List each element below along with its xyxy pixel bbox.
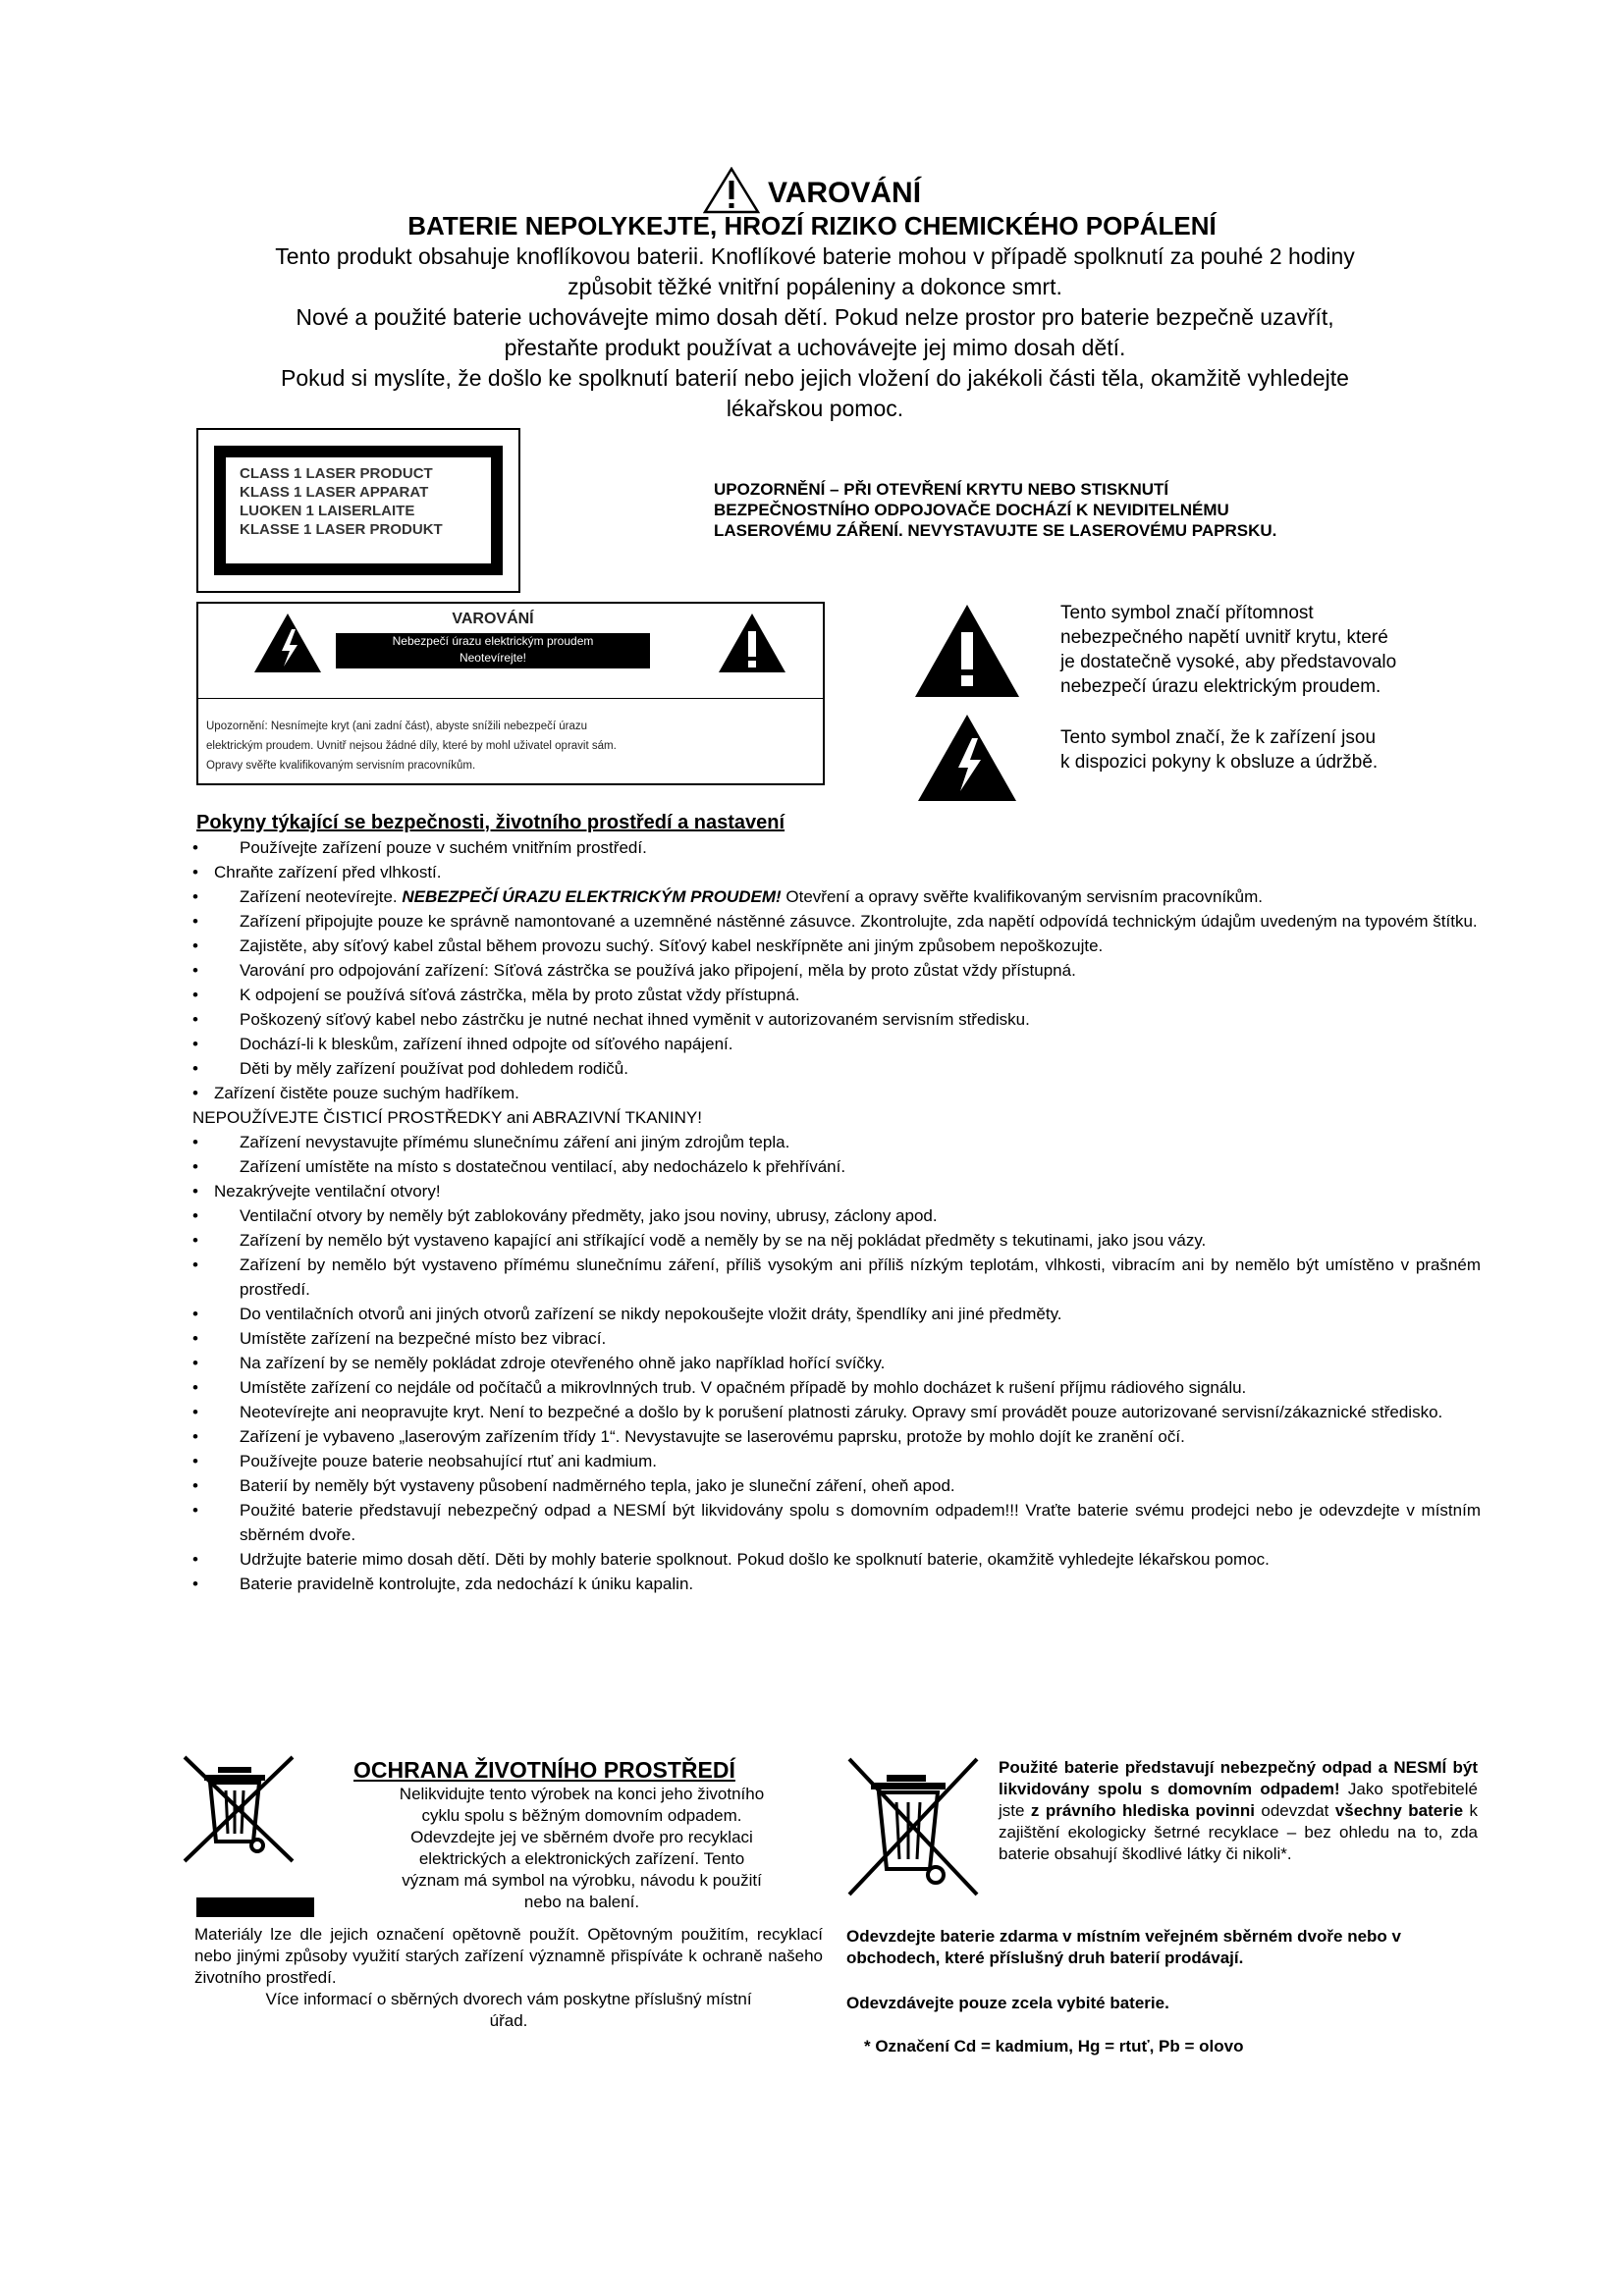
safety-item xyxy=(192,1326,1481,1351)
bullet-icon: • xyxy=(192,1157,198,1176)
battery-discharged-text: Odevzdávejte pouze zcela vybité baterie. xyxy=(846,1994,1169,2012)
safety-item xyxy=(192,1056,1481,1081)
bullet-icon: • xyxy=(192,1476,198,1495)
electric-shock-warning-panel xyxy=(196,602,825,785)
battery-symbols-note: * Označení Cd = kadmium, Hg = rtuť, Pb = olovo xyxy=(864,2037,1244,2056)
crossed-bin-icon xyxy=(839,1753,987,1900)
battery-text-2: odevzdat xyxy=(1254,1801,1335,1820)
safety-item-text: Zařízení by nemělo být vystaveno kapající ani stříkající vodě a neměly by se na něj pokládat předměty s tekutinami, jako jsou vázy. xyxy=(240,1231,1207,1250)
panel-text-line: Opravy svěřte kvalifikovaným servisním pracovníkům. xyxy=(206,760,476,772)
symbol-text-line: k dispozici pokyny k obsluze a údržbě. xyxy=(1060,752,1379,773)
battery-return-text: Odevzdejte baterie zdarma v místním veřejném sběrném dvoře nebo v obchodech, které příslušný druh baterií prodávají. xyxy=(846,1927,1401,1967)
safety-item xyxy=(192,1228,1481,1253)
battery-warning-text xyxy=(187,241,1443,424)
safety-item-text: Používejte zařízení pouze v suchém vnitřním prostředí. xyxy=(240,838,647,857)
safety-item-text: Varování pro odpojování zařízení: Síťová zástrčka se používá jako připojení, měla by proto zůstat vždy přístupná. xyxy=(240,961,1076,980)
safety-item xyxy=(192,1032,1481,1056)
safety-item-text: Udržujte baterie mimo dosah dětí. Děti by mohly baterie spolknout. Pokud došlo ke spolknutí baterie, okamžitě vyhledejte lékařskou pomoc. xyxy=(240,1550,1270,1569)
bullet-icon: • xyxy=(192,1427,198,1446)
env-info-line: úřad. xyxy=(489,2011,528,2030)
safety-item-text: Umístěte zařízení na bezpečné místo bez vibrací. xyxy=(240,1329,607,1348)
safety-item xyxy=(192,1007,1481,1032)
laser-warning-line: UPOZORNĚNÍ – PŘI OTEVŘENÍ KRYTU NEBO STISKNUTÍ xyxy=(714,480,1169,499)
safety-item xyxy=(192,1154,1481,1179)
bullet-icon: • xyxy=(192,1231,198,1250)
safety-item xyxy=(192,934,1481,958)
bullet-icon: • xyxy=(192,1354,198,1372)
warning-title xyxy=(0,167,1624,214)
panel-divider xyxy=(198,698,823,699)
battery-text-1: Jako spotřebitelé jste xyxy=(999,1780,1478,1820)
bullet-icon: • xyxy=(192,1133,198,1151)
bullet-icon: • xyxy=(192,1329,198,1348)
safety-item xyxy=(192,1572,1481,1596)
panel-black-label xyxy=(336,633,650,668)
panel-black-line: Neotevírejte! xyxy=(459,651,527,665)
battery-text-3: k zajištění ekologicky šetrné recyklace – bez ohledu na to, zda baterie obsahují škodlivé látky či nikoli*. xyxy=(999,1801,1478,1863)
bullet-icon: • xyxy=(192,1255,198,1274)
safety-item-text: Poškozený síťový kabel nebo zástrčku je nutné nechat ihned vyměnit v autorizovaném servisním středisku. xyxy=(240,1010,1030,1029)
safety-item xyxy=(192,1351,1481,1375)
safety-item xyxy=(192,1130,1481,1154)
safety-item-text: Zařízení připojujte pouze ke správně namontované a uzemněné nástěnné zásuvce. Zkontrolujte, zda napětí odpovídá technickým údajům uvedeným na typovém štítku. xyxy=(240,912,1478,931)
intro-line: lékařskou pomoc. xyxy=(726,396,904,421)
safety-item-text: Ventilační otvory by neměly být zablokovány předměty, jako jsou noviny, ubrusy, záclony apod. xyxy=(240,1206,938,1225)
laser-warning-line: BEZPEČNOSTNÍHO ODPOJOVAČE DOCHÁZÍ K NEVIDITELNÉMU xyxy=(714,501,1229,519)
crossed-bin-icon xyxy=(177,1753,304,1866)
bullet-icon: • xyxy=(192,961,198,980)
env-line: nebo na balení. xyxy=(523,1893,640,1911)
exclamation-icon xyxy=(913,603,1021,699)
exclamation-symbol-text xyxy=(1060,601,1492,699)
bullet-icon: • xyxy=(192,1182,198,1201)
safety-item xyxy=(192,860,1481,884)
bullet-icon: • xyxy=(192,1378,198,1397)
safety-item-text: Chraňte zařízení před vlhkostí. xyxy=(214,863,442,881)
safety-item-text: Baterie pravidelně kontrolujte, zda nedochází k úniku kapalin. xyxy=(240,1575,694,1593)
bullet-icon: • xyxy=(192,887,198,906)
black-bar xyxy=(196,1897,314,1917)
laser-label-line: KLASS 1 LASER APPARAT xyxy=(240,484,429,501)
safety-item-text: Zařízení neotevírejte. xyxy=(240,887,403,906)
env-info-line: Více informací o sběrných dvorech vám poskytne příslušný místní xyxy=(265,1990,752,2008)
safety-item-text: Neotevírejte ani neopravujte kryt. Není to bezpečné a došlo by k porušení platnosti záruky. Opravy smí provádět pouze autorizované servisní/zákaznické středisko. xyxy=(240,1403,1443,1421)
env-line: elektrických a elektronických zařízení. Tento xyxy=(418,1849,745,1868)
safety-item-text: Do ventilačních otvorů ani jiných otvorů zařízení se nikdy nepokoušejte vložit dráty, špendlíky ani jiné předměty. xyxy=(240,1305,1062,1323)
safety-item xyxy=(192,1105,1481,1130)
environment-info-text xyxy=(194,1989,823,2032)
laser-class-label-inner xyxy=(214,446,503,575)
symbol-text-line: Tento symbol značí, že k zařízení jsou xyxy=(1060,727,1377,748)
safety-item xyxy=(192,1498,1481,1547)
safety-item-text: Na zařízení by se neměly pokládat zdroje otevřeného ohně jako například hořící svíčky. xyxy=(240,1354,886,1372)
bullet-icon: • xyxy=(192,986,198,1004)
safety-item-text: Děti by měly zařízení používat pod dohledem rodičů. xyxy=(240,1059,628,1078)
env-line: význam má symbol na výrobku, návodu k použití xyxy=(402,1871,762,1890)
lightning-bolt-icon xyxy=(252,612,323,674)
symbol-text-line: Tento symbol značí přítomnost xyxy=(1060,603,1314,623)
safety-item-text: Baterií by neměly být vystaveny působení nadměrného tepla, jako je sluneční záření, oheň apod. xyxy=(240,1476,955,1495)
laser-label-line: KLASSE 1 LASER PRODUKT xyxy=(240,521,443,538)
safety-item-text: Použité baterie představují nebezpečný odpad a NESMÍ být likvidovány spolu s domovním odpadem!!! Vraťte baterie svému prodejci nebo je odevzdejte v místním sběrném dvoře. xyxy=(240,1501,1481,1544)
safety-item xyxy=(192,884,1481,909)
bolt-symbol-text xyxy=(1060,725,1492,774)
safety-item xyxy=(192,1424,1481,1449)
bullet-icon: • xyxy=(192,1452,198,1470)
bullet-icon: • xyxy=(192,1206,198,1225)
safety-item xyxy=(192,958,1481,983)
bullet-icon: • xyxy=(192,1575,198,1593)
bullet-icon: • xyxy=(192,1403,198,1421)
bullet-icon: • xyxy=(192,1059,198,1078)
symbol-text-line: je dostatečně vysoké, aby představovalo xyxy=(1060,652,1397,672)
bullet-icon: • xyxy=(192,1501,198,1520)
safety-item-text: Používejte pouze baterie neobsahující rtuť ani kadmium. xyxy=(240,1452,658,1470)
safety-item xyxy=(192,1449,1481,1473)
bullet-icon: • xyxy=(192,1305,198,1323)
battery-bold-1: Použité baterie představují nebezpečný odpad a NESMÍ být likvidovány spolu s domovním odpadem! xyxy=(999,1758,1478,1798)
safety-item-text-after: Otevření a opravy svěřte kvalifikovaným servisním pracovníkům. xyxy=(781,887,1264,906)
bullet-icon: • xyxy=(192,1010,198,1029)
symbol-text-line: nebezpečí úrazu elektrickým proudem. xyxy=(1060,676,1381,697)
warning-title-text: VAROVÁNÍ xyxy=(767,177,922,209)
intro-line: přestaňte produkt používat a uchovávejte jej mimo dosah dětí. xyxy=(504,335,1126,360)
bullet-icon: • xyxy=(192,1084,198,1102)
safety-instructions-list xyxy=(192,835,1481,1596)
safety-item-text: Zařízení umístěte na místo s dostatečnou ventilací, aby nedocházelo k přehřívání. xyxy=(240,1157,846,1176)
laser-class-label xyxy=(196,428,520,593)
safety-item-text: Zajistěte, aby síťový kabel zůstal během provozu suchý. Síťový kabel neskřípněte ani jiným způsobem nepoškozujte. xyxy=(240,936,1104,955)
safety-item-text: K odpojení se používá síťová zástrčka, měla by proto zůstat vždy přístupná. xyxy=(240,986,800,1004)
safety-item xyxy=(192,1302,1481,1326)
safety-item xyxy=(192,1081,1481,1105)
safety-item xyxy=(192,835,1481,860)
safety-heading: Pokyny týkající se bezpečnosti, životního prostředí a nastavení xyxy=(196,812,785,833)
laser-label-line: LUOKEN 1 LAISERLAITE xyxy=(240,503,415,519)
env-line: Nelikvidujte tento výrobek na konci jeho životního xyxy=(399,1785,765,1803)
env-line: Odevzdejte jej ve sběrném dvoře pro recyklaci xyxy=(410,1828,753,1846)
safety-item xyxy=(192,1400,1481,1424)
battery-bold-3: všechny baterie xyxy=(1334,1801,1464,1820)
bullet-icon: • xyxy=(192,936,198,955)
safety-item xyxy=(192,983,1481,1007)
safety-item xyxy=(192,1375,1481,1400)
lightning-bolt-icon xyxy=(916,713,1018,803)
panel-text-line: elektrickým proudem. Uvnitř nejsou žádné díly, které by mohl uživatel opravit sám. xyxy=(206,740,617,752)
safety-item-text: Zařízení čistěte pouze suchým hadříkem. xyxy=(214,1084,519,1102)
env-line: cyklu spolu s běžným domovním odpadem. xyxy=(421,1806,742,1825)
battery-bold-2: z právního hlediska povinni xyxy=(1030,1801,1255,1820)
safety-item-text: NEPOUŽÍVEJTE ČISTICÍ PROSTŘEDKY ani ABRAZIVNÍ TKANINY! xyxy=(192,1108,702,1127)
laser-warning-text xyxy=(714,479,1460,541)
panel-title: VAROVÁNÍ xyxy=(452,611,534,627)
bullet-icon: • xyxy=(192,1035,198,1053)
laser-label-line: CLASS 1 LASER PRODUCT xyxy=(240,465,433,482)
safety-item xyxy=(192,1203,1481,1228)
panel-text xyxy=(206,717,795,775)
battery-disposal-text xyxy=(999,1757,1478,1865)
safety-item-text: Umístěte zařízení co nejdále od počítačů a mikrovlnných trub. V opačném případě by mohlo docházet k rušení příjmu rádiového signálu. xyxy=(240,1378,1247,1397)
intro-line: Tento produkt obsahuje knoflíkovou baterii. Knoflíkové baterie mohou v případě spolknutí za pouhé 2 hodiny xyxy=(275,243,1355,269)
symbol-text-line: nebezpečného napětí uvnitř krytu, které xyxy=(1060,627,1388,648)
environment-heading: OCHRANA ŽIVOTNÍHO PROSTŘEDÍ xyxy=(353,1757,735,1783)
intro-line: Nové a použité baterie uchovávejte mimo dosah dětí. Pokud nelze prostor pro baterie bezpečně uzavřít, xyxy=(296,304,1334,330)
warning-triangle-icon xyxy=(703,167,760,214)
bullet-icon: • xyxy=(192,863,198,881)
battery-warning-subtitle: BATERIE NEPOLYKEJTE, HROZÍ RIZIKO CHEMICKÉHO POPÁLENÍ xyxy=(407,211,1217,240)
safety-item-emphasis: NEBEZPEČÍ ÚRAZU ELEKTRICKÝM PROUDEM! xyxy=(402,887,782,906)
safety-item-text: Nezakrývejte ventilační otvory! xyxy=(214,1182,441,1201)
safety-item-text: Zařízení by nemělo být vystaveno přímému slunečnímu záření, příliš vysokým ani příliš nízkým teplotám, vlhkosti, vibracím ani by nemělo být umístěno v prašném prostředí. xyxy=(240,1255,1481,1299)
bullet-icon: • xyxy=(192,1550,198,1569)
laser-warning-line: LASEROVÉMU ZÁŘENÍ. NEVYSTAVUJTE SE LASEROVÉMU PAPRSKU. xyxy=(714,521,1277,540)
environment-recycling-text: Materiály lze dle jejich označení opětovně použít. Opětovným použitím, recyklací nebo jinými způsoby využití starých zařízení významně přispíváte k ochraně našeho životního prostředí. xyxy=(194,1925,823,1987)
bullet-icon: • xyxy=(192,838,198,857)
safety-item xyxy=(192,909,1481,934)
environment-disposal-text xyxy=(339,1784,825,1913)
safety-item-text: Zařízení je vybaveno „laserovým zařízením třídy 1“. Nevystavujte se laserovému paprsku, protože by mohlo dojít ke zranění očí. xyxy=(240,1427,1185,1446)
intro-line: způsobit těžké vnitřní popáleniny a dokonce smrt. xyxy=(568,274,1062,299)
safety-item xyxy=(192,1253,1481,1302)
intro-line: Pokud si myslíte, že došlo ke spolknutí baterií nebo jejich vložení do jakékoli části těla, okamžitě vyhledejte xyxy=(281,365,1349,391)
bullet-icon: • xyxy=(192,912,198,931)
safety-item xyxy=(192,1547,1481,1572)
panel-text-line: Upozornění: Nesnímejte kryt (ani zadní část), abyste snížili nebezpečí úrazu xyxy=(206,721,587,732)
safety-item xyxy=(192,1473,1481,1498)
safety-item xyxy=(192,1179,1481,1203)
safety-item-text: Dochází-li k bleskům, zařízení ihned odpojte od síťového napájení. xyxy=(240,1035,733,1053)
panel-black-line: Nebezpečí úrazu elektrickým proudem xyxy=(392,634,594,648)
safety-item-text: Zařízení nevystavujte přímému slunečnímu záření ani jiným zdrojům tepla. xyxy=(240,1133,790,1151)
exclamation-icon xyxy=(717,612,787,674)
